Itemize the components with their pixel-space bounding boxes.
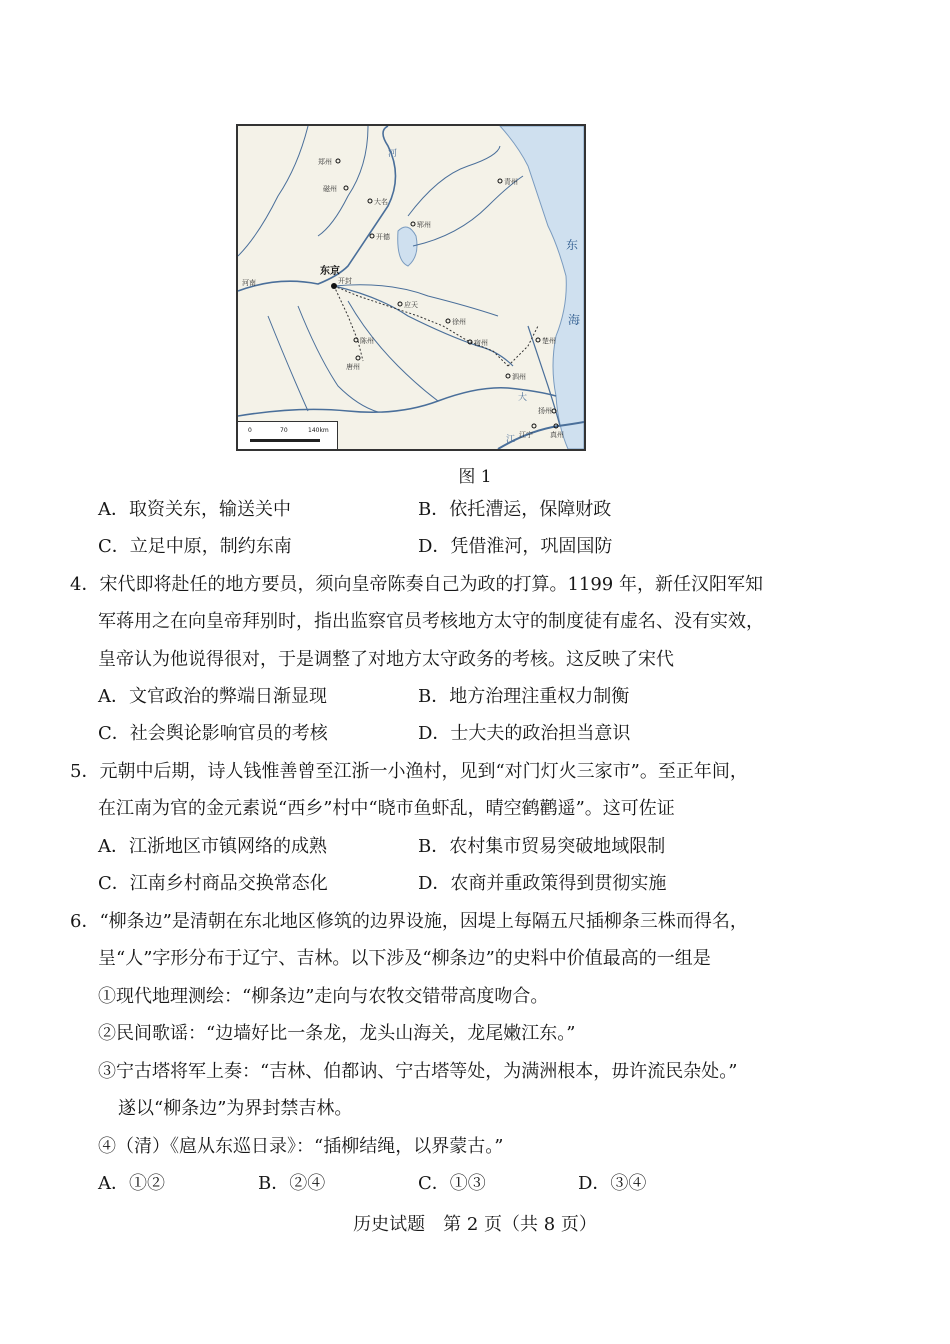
label-chuzhou: 楚州 — [542, 337, 556, 345]
label-henan: 河南 — [242, 279, 256, 287]
q3-option-c: C．立足中原，制约东南 — [98, 536, 292, 557]
city-dot-dongjing — [331, 283, 337, 289]
q5-option-d: D．农商并重政策得到贯彻实施 — [418, 873, 667, 894]
map-drawing — [238, 126, 584, 449]
city-dot-jiangning — [532, 424, 536, 428]
page-footer: 历史试题 第 2 页（共 8 页） — [353, 1214, 597, 1235]
city-dot-zhengzhou — [336, 159, 340, 163]
label-qingzhou: 青州 — [504, 178, 518, 186]
lake — [398, 227, 417, 266]
river-ru — [268, 316, 308, 411]
river-guo — [348, 301, 438, 401]
river-north — [238, 126, 308, 256]
q5-option-c: C．江南乡村商品交换常态化 — [98, 873, 328, 894]
label-dongjing: 东京 — [320, 266, 340, 277]
label-xuzhou: 徐州 — [452, 318, 466, 326]
city-dot-chenzhou — [354, 338, 358, 342]
route-line-2 — [508, 326, 538, 366]
q4-stem-line-3: 皇帝认为他说得很对，于是调整了对地方太守政务的考核。这反映了宋代 — [98, 649, 674, 670]
label-sea-dong: 东 — [566, 238, 579, 252]
q6-option-d: D．③④ — [578, 1173, 647, 1194]
q6-source-2: ②民间歌谣：“边墙好比一条龙，龙头山海关，龙尾嫩江东。” — [98, 1023, 576, 1044]
city-dot-daming — [368, 199, 372, 203]
label-zhengzhou: 郑州 — [318, 158, 332, 166]
scale-end: 140km — [308, 427, 329, 434]
q4-stem-line-1: 4．宋代即将赴任的地方要员，须向皇帝陈奏自己为政的打算。1199 年，新任汉阳军知 — [70, 574, 763, 595]
label-kaide: 开德 — [376, 233, 390, 241]
label-yangzhou: 扬州 — [538, 407, 552, 415]
label-sea-hai: 海 — [568, 313, 581, 327]
q6-source-3-cont: 遂以“柳条边”为界封禁吉林。 — [118, 1098, 353, 1119]
river-huai — [238, 388, 556, 416]
q5-stem-line-2: 在江南为官的金元素说“西乡”村中“晓市鱼虾乱，晴空鹤鹳遥”。这可佐证 — [98, 798, 675, 819]
sea-area — [500, 126, 584, 449]
river-ying — [298, 306, 378, 412]
label-daming: 大名 — [374, 198, 388, 206]
q6-source-4: ④（清）《扈从东巡日录》：“插柳结绳，以界蒙古。” — [98, 1136, 504, 1157]
city-dot-xuzhou — [446, 319, 450, 323]
q3-option-d: D．凭借淮河，巩固国防 — [418, 536, 613, 557]
q6-option-a: A．①② — [98, 1173, 165, 1194]
label-cizhou: 磁州 — [323, 185, 337, 193]
river-north-2 — [318, 126, 368, 236]
q6-source-3: ③宁古塔将军上奏：“吉林、伯都讷、宁古塔等处，为满洲根本，毋许流民杂处。” — [98, 1061, 738, 1082]
map-scale — [238, 421, 338, 449]
label-zhenzhou: 真州 — [550, 431, 564, 439]
q5-option-a: A．江浙地区市镇网络的成熟 — [98, 836, 327, 857]
figure-caption: 图 1 — [458, 467, 492, 487]
city-dot-yingtian — [398, 302, 402, 306]
city-dot-yunzhou — [411, 222, 415, 226]
q4-stem-line-2: 军蒋用之在向皇帝拜别时，指出监察官员考核地方太守的制度徒有虚名、没有实效， — [98, 611, 764, 632]
label-chenzhou: 陈州 — [360, 337, 374, 345]
label-da: 大 — [518, 393, 528, 403]
label-sizhou: 泗州 — [512, 373, 526, 381]
city-dot-sizhou — [506, 374, 510, 378]
label-jiangning: 江宁 — [519, 431, 533, 439]
q3-option-a: A．取资关东，输送关中 — [98, 499, 291, 520]
q5-option-b: B．农村集市贸易突破地域限制 — [418, 836, 666, 857]
q4-option-d: D．士大夫的政治担当意识 — [418, 723, 631, 744]
scale-bar — [250, 439, 320, 442]
q6-option-b: B．②④ — [258, 1173, 326, 1194]
label-tangzhou: 唐州 — [346, 363, 360, 371]
q6-source-1: ①现代地理测绘：“柳条边”走向与农牧交错带高度吻合。 — [98, 986, 549, 1007]
scale-zero: 0 — [248, 427, 252, 434]
q5-stem-line-1: 5．元朝中后期，诗人钱惟善曾至江浙一小渔村，见到“对门灯火三家市”。至正年间， — [70, 761, 748, 782]
city-dot-qingzhou — [498, 179, 502, 183]
q4-option-a: A．文官政治的弊端日渐显现 — [98, 686, 327, 707]
city-dot-kaide — [370, 234, 374, 238]
q3-option-b: B．依托漕运，保障财政 — [418, 499, 612, 520]
q6-stem-line-2: 呈“人”字形分布于辽宁、吉林。以下涉及“柳条边”的史料中价值最高的一组是 — [98, 948, 711, 969]
label-kaifeng: 开封 — [338, 277, 352, 285]
route-line — [334, 286, 508, 366]
label-jiang: 江 — [506, 435, 516, 445]
q6-option-c: C．①③ — [418, 1173, 486, 1194]
label-yingtian: 应天 — [404, 301, 418, 309]
river-yellow — [238, 126, 396, 291]
city-dot-tangzhou — [356, 356, 360, 360]
label-he: 河 — [388, 149, 398, 159]
city-dot-cizhou — [344, 186, 348, 190]
city-dot-chuzhou — [536, 338, 540, 342]
label-yunzhou: 郓州 — [417, 221, 431, 229]
river-ji — [408, 146, 500, 216]
q4-option-c: C．社会舆论影响官员的考核 — [98, 723, 328, 744]
label-suzhou: 宿州 — [474, 339, 488, 347]
map-figure — [236, 124, 586, 451]
q4-option-b: B．地方治理注重权力制衡 — [418, 686, 630, 707]
route-line-3 — [334, 286, 363, 361]
q6-stem-line-1: 6．“柳条边”是清朝在东北地区修筑的边界设施，因堤上每隔五尺插柳条三株而得名， — [70, 911, 748, 932]
scale-mid: 70 — [280, 427, 288, 434]
